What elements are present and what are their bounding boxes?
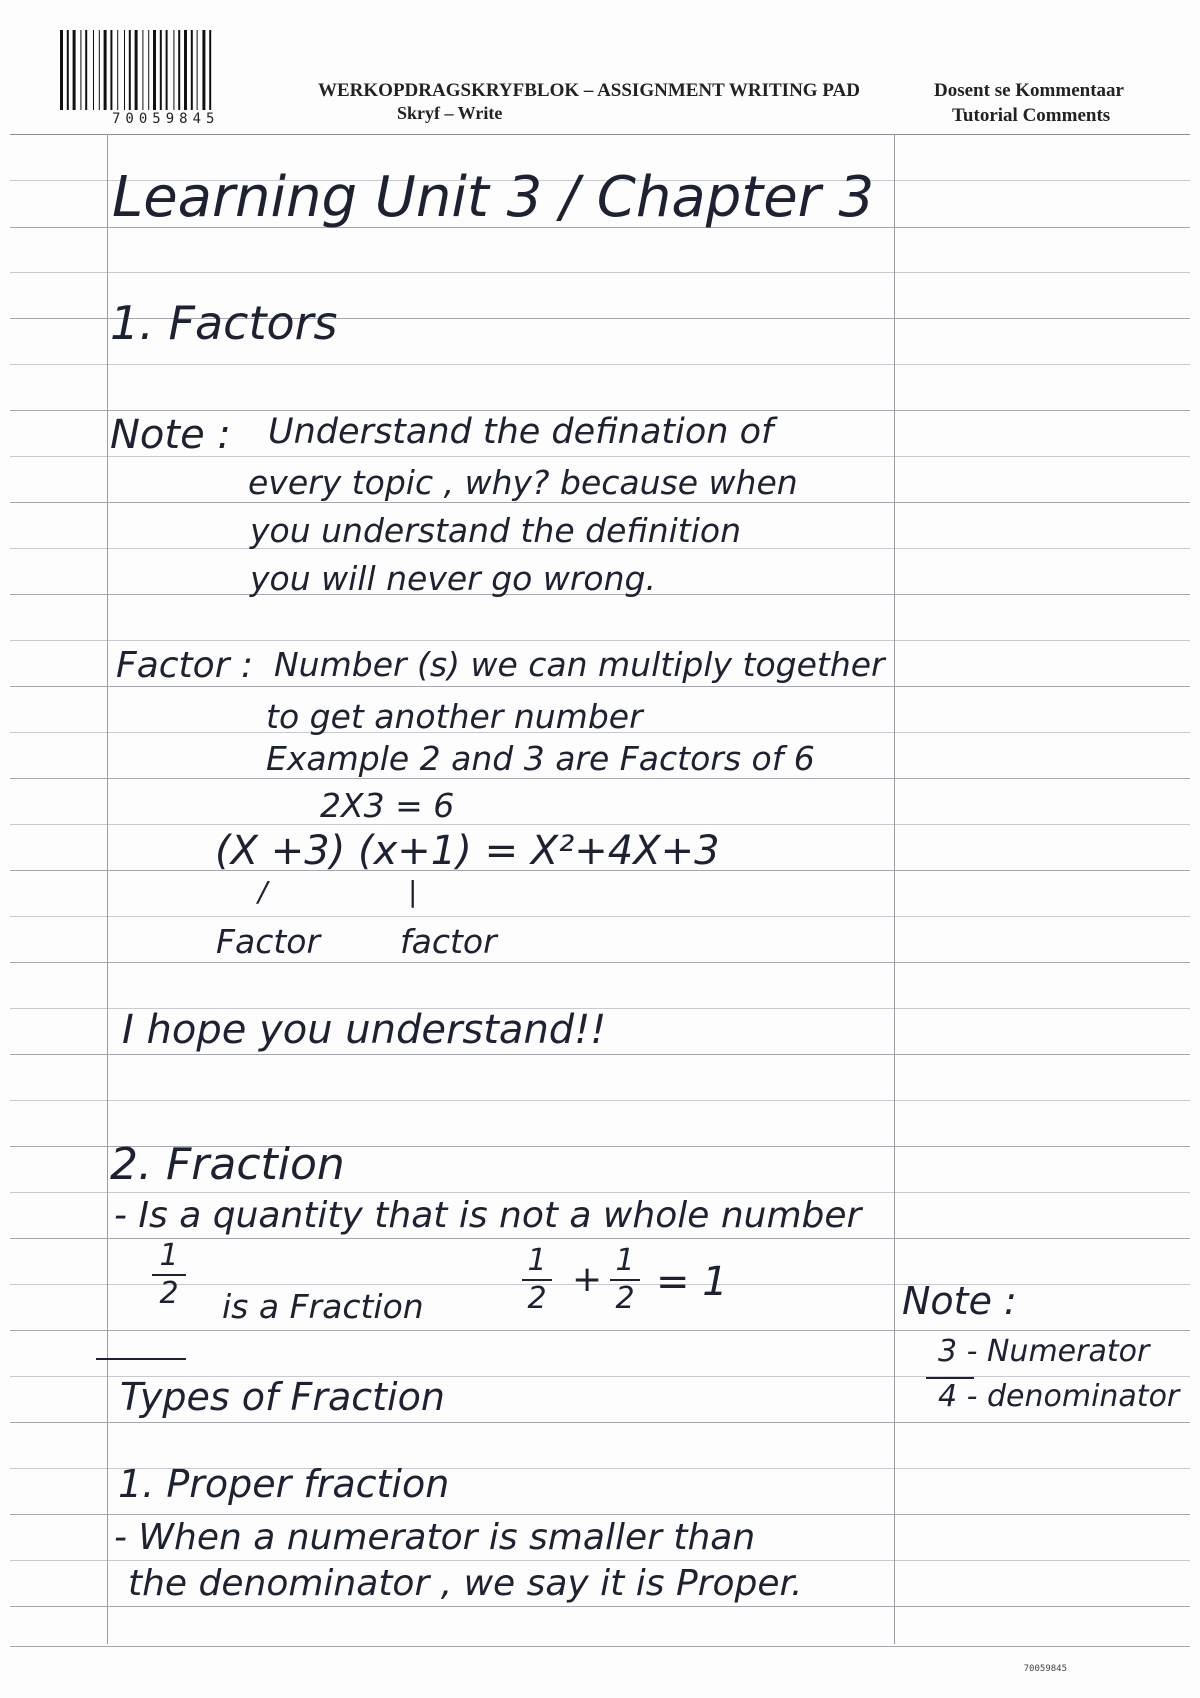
ruled-line	[10, 1192, 1190, 1193]
factor-definition-line: Number (s) we can multiply together	[274, 645, 885, 684]
ruled-line	[10, 1560, 1190, 1561]
fraction-numerator: 1	[527, 1243, 547, 1278]
footer-code: 70059845	[1023, 1664, 1067, 1674]
ruled-line	[10, 916, 1190, 917]
factor-label: Factor :	[116, 645, 254, 686]
note-label: Note :	[110, 412, 231, 458]
hope-line: I hope you understand!!	[122, 1007, 607, 1053]
ruled-line	[10, 1054, 1190, 1055]
ruled-line	[10, 364, 1190, 365]
proper-fraction-heading: 1. Proper fraction	[118, 1462, 450, 1506]
section-heading-factors: 1. Factors	[110, 296, 338, 350]
example-line: Example 2 and 3 are Factors of 6	[266, 739, 815, 778]
barcode-icon	[60, 30, 274, 110]
ruled-line	[10, 134, 1190, 135]
plus-sign: +	[572, 1259, 603, 1300]
fraction-numerator: 1	[615, 1243, 635, 1278]
is-a-fraction-text: is a Fraction	[222, 1287, 424, 1326]
types-of-fraction-heading: Types of Fraction	[120, 1375, 445, 1419]
factor-pointer-left: /	[258, 875, 268, 908]
pad-title: WERKOPDRAGSKRYFBLOK – ASSIGNMENT WRITING PAD	[318, 80, 860, 101]
ruled-line	[10, 640, 1190, 641]
ruled-line	[10, 686, 1190, 687]
section-divider-stroke	[96, 1358, 186, 1360]
margin-note-numerator: 3 - Numerator	[938, 1334, 1150, 1369]
ruled-line	[10, 1606, 1190, 1607]
ruled-line	[10, 1514, 1190, 1515]
fraction-denominator: 2	[159, 1275, 179, 1311]
ruled-line	[10, 778, 1190, 779]
barcode-number: 70059845	[112, 111, 220, 127]
ruled-line	[10, 272, 1190, 273]
comments-heading-afrikaans: Dosent se Kommentaar	[934, 80, 1124, 101]
fraction-numerator: 1	[159, 1238, 179, 1273]
ruled-line	[10, 502, 1190, 503]
ruled-line	[10, 1422, 1190, 1423]
half-fraction	[152, 1240, 186, 1309]
ruled-line	[10, 1100, 1190, 1101]
sum-fraction-1	[522, 1245, 552, 1314]
fraction-denominator: 2	[615, 1280, 635, 1316]
factor-label-right: factor	[400, 922, 497, 961]
ruled-line	[10, 410, 1190, 411]
factor-label-left: Factor	[216, 922, 321, 961]
sum-result: = 1	[656, 1259, 728, 1305]
proper-fraction-line: - When a numerator is smaller than	[114, 1517, 756, 1558]
factor-pointer-right: |	[408, 875, 418, 908]
margin-note-denominator: 4 - denominator	[938, 1379, 1180, 1414]
example-calculation: 2X3 = 6	[320, 786, 455, 825]
pad-subtitle: Skryf – Write	[397, 103, 503, 123]
factored-equation: (X +3) (x+1) = X²+4X+3	[215, 828, 720, 874]
fraction-denominator: 2	[527, 1280, 547, 1316]
comments-heading-english: Tutorial Comments	[952, 105, 1111, 126]
ruled-line	[10, 1330, 1190, 1331]
note-line: you will never go wrong.	[250, 559, 656, 598]
ruled-line	[10, 1646, 1190, 1647]
ruled-line	[10, 824, 1190, 825]
fraction-definition: - Is a quantity that is not a whole number	[114, 1195, 862, 1236]
comments-column-divider	[894, 134, 895, 1644]
note-line: you understand the definition	[250, 511, 741, 550]
ruled-line	[10, 962, 1190, 963]
note-line: every topic , why? because when	[248, 463, 798, 502]
page-title: Learning Unit 3 / Chapter 3	[112, 165, 875, 230]
left-margin-line	[107, 134, 108, 1644]
factor-definition-line: to get another number	[266, 697, 643, 736]
ruled-line	[10, 1238, 1190, 1239]
section-heading-fraction: 2. Fraction	[110, 1139, 345, 1190]
proper-fraction-line: the denominator , we say it is Proper.	[128, 1563, 803, 1604]
sum-fraction-2	[610, 1245, 640, 1314]
note-line: Understand the defination of	[268, 412, 774, 452]
margin-note-label: Note :	[902, 1279, 1017, 1323]
